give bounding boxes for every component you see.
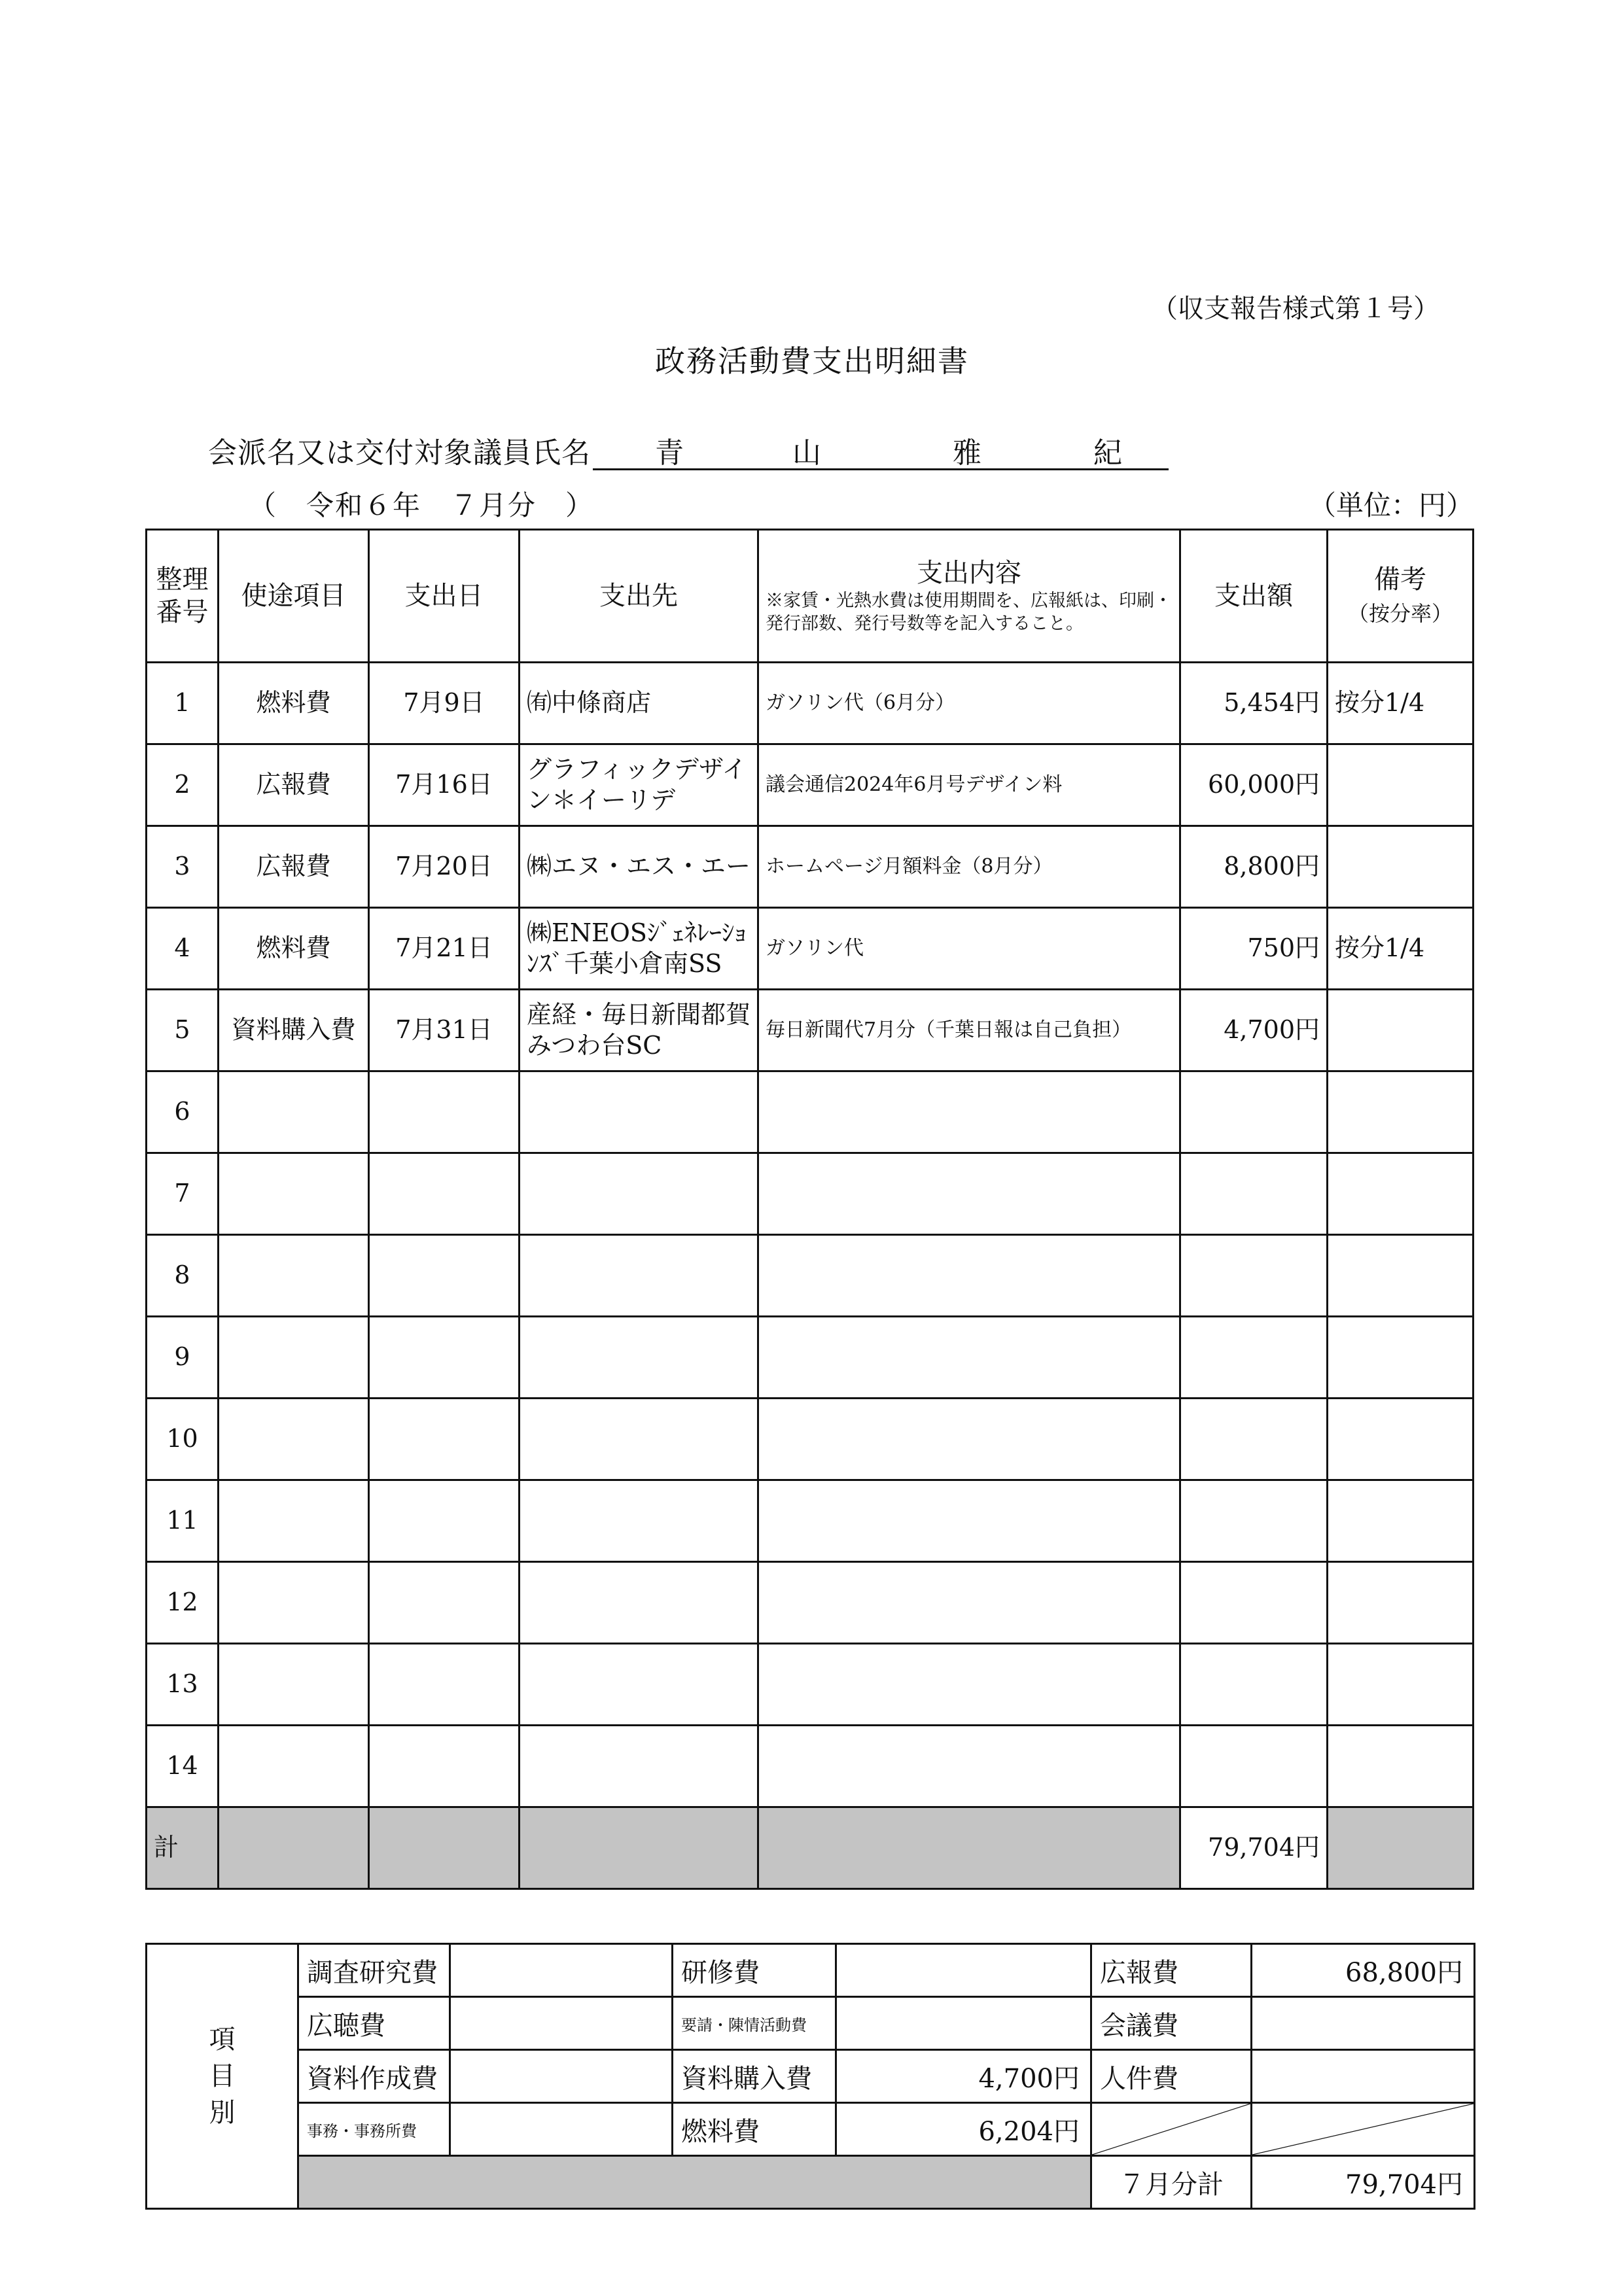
- member-name-char: 山: [792, 436, 821, 470]
- form-number: （収支報告様式第１号）: [1152, 294, 1439, 324]
- row-number: 13: [147, 1644, 219, 1726]
- row-date: [369, 1726, 520, 1807]
- row-date: 7月20日: [369, 826, 520, 908]
- row-date: [369, 1644, 520, 1726]
- summary-office-amount: [450, 2103, 673, 2156]
- row-date: [369, 1562, 520, 1644]
- total-blank: [369, 1807, 520, 1889]
- row-number: 6: [147, 1071, 219, 1153]
- row-category: 燃料費: [219, 908, 369, 990]
- table-row: [147, 663, 1474, 744]
- row-amount: [1180, 1235, 1328, 1317]
- member-label: 会派名又は交付対象議員氏名: [208, 436, 591, 470]
- header-amount: 支出額: [1180, 530, 1328, 663]
- row-amount: [1180, 1726, 1328, 1807]
- summary-fuel-amount: 6,204円: [836, 2103, 1091, 2156]
- table-row: [147, 744, 1474, 826]
- member-name-char: 雅: [953, 436, 981, 470]
- summary-petition-label: 要請・陳情活動費: [673, 1997, 836, 2050]
- category-summary-table: [145, 1943, 1475, 2210]
- row-content: [758, 1562, 1180, 1644]
- row-payee: [520, 1071, 758, 1153]
- row-remarks: [1328, 1317, 1474, 1399]
- row-number: 11: [147, 1480, 219, 1562]
- row-remarks: [1328, 990, 1474, 1071]
- table-row: [147, 1235, 1474, 1317]
- row-number: 1: [147, 663, 219, 744]
- row-number: 14: [147, 1726, 219, 1807]
- row-payee: [520, 1153, 758, 1235]
- summary-side-label: 項 目 別: [147, 1944, 298, 2209]
- summary-petition-amount: [836, 1997, 1091, 2050]
- unit-label: （単位：円）: [1309, 489, 1474, 521]
- summary-gray-area: [298, 2156, 1091, 2209]
- row-payee: 産経・毎日新聞都賀みつわ台SC: [520, 990, 758, 1071]
- document-title: 政務活動費支出明細書: [655, 343, 969, 379]
- summary-hearing-amount: [450, 1997, 673, 2050]
- row-remarks: [1328, 1399, 1474, 1480]
- total-blank: [758, 1807, 1180, 1889]
- summary-research-amount: [450, 1944, 673, 1997]
- header-remarks-title: 備考: [1374, 565, 1426, 595]
- summary-personnel-label: 人件費: [1091, 2050, 1252, 2103]
- row-remarks: 按分1/4: [1328, 663, 1474, 744]
- row-number: 7: [147, 1153, 219, 1235]
- header-remarks-sub: （按分率）: [1347, 601, 1453, 626]
- row-category: 広報費: [219, 744, 369, 826]
- summary-diagonal-cell: [1252, 2103, 1475, 2156]
- header-no: 整理 番号: [147, 530, 219, 663]
- header-category: 使途項目: [219, 530, 369, 663]
- row-category: [219, 1644, 369, 1726]
- summary-materials-making-label: 資料作成費: [298, 2050, 450, 2103]
- row-category: [219, 1399, 369, 1480]
- row-remarks: [1328, 1726, 1474, 1807]
- summary-training-label: 研修費: [673, 1944, 836, 1997]
- report-period: （ 令和６年 ７月分 ）: [249, 489, 595, 521]
- summary-month-total-amount: 79,704円: [1252, 2156, 1475, 2209]
- row-content: [758, 1153, 1180, 1235]
- row-payee: [520, 1644, 758, 1726]
- summary-materials-making-amount: [450, 2050, 673, 2103]
- row-remarks: [1328, 1153, 1474, 1235]
- row-content: [758, 1235, 1180, 1317]
- row-amount: 4,700円: [1180, 990, 1328, 1071]
- row-content: [758, 1071, 1180, 1153]
- row-content: 議会通信2024年6月号デザイン料: [758, 744, 1180, 826]
- member-name-char: 青: [655, 436, 684, 470]
- row-remarks: [1328, 1480, 1474, 1562]
- row-category: 燃料費: [219, 663, 369, 744]
- member-name-char: 紀: [1093, 436, 1122, 470]
- table-row: [147, 990, 1474, 1071]
- row-number: 10: [147, 1399, 219, 1480]
- row-number: 2: [147, 744, 219, 826]
- row-number: 4: [147, 908, 219, 990]
- row-amount: [1180, 1071, 1328, 1153]
- summary-fuel-label: 燃料費: [673, 2103, 836, 2156]
- table-row: [147, 1480, 1474, 1562]
- row-amount: 5,454円: [1180, 663, 1328, 744]
- expense-detail-table: [145, 529, 1474, 1890]
- row-category: [219, 1317, 369, 1399]
- total-blank: [520, 1807, 758, 1889]
- table-row: [147, 1153, 1474, 1235]
- row-remarks: [1328, 744, 1474, 826]
- row-amount: [1180, 1317, 1328, 1399]
- row-remarks: [1328, 1562, 1474, 1644]
- row-number: 8: [147, 1235, 219, 1317]
- summary-hearing-label: 広聴費: [298, 1997, 450, 2050]
- table-row: [147, 908, 1474, 990]
- table-row: [147, 1726, 1474, 1807]
- row-category: 資料購入費: [219, 990, 369, 1071]
- row-payee: [520, 1480, 758, 1562]
- row-category: [219, 1562, 369, 1644]
- row-remarks: [1328, 1644, 1474, 1726]
- row-date: [369, 1480, 520, 1562]
- row-number: 3: [147, 826, 219, 908]
- row-content: [758, 1644, 1180, 1726]
- row-remarks: [1328, 1235, 1474, 1317]
- summary-meeting-label: 会議費: [1091, 1997, 1252, 2050]
- header-content: [758, 530, 1180, 663]
- total-label: 計: [147, 1807, 219, 1889]
- row-payee: [520, 1399, 758, 1480]
- row-category: [219, 1235, 369, 1317]
- row-amount: [1180, 1644, 1328, 1726]
- header-content-note: ※家賃・光熱水費は使用期間を、広報紙は、印刷・発行部数、発行号数等を記入すること。: [766, 590, 1172, 634]
- row-content: 毎日新聞代7月分（千葉日報は自己負担）: [758, 990, 1180, 1071]
- header-content-title: 支出内容: [917, 557, 1021, 588]
- row-date: 7月21日: [369, 908, 520, 990]
- row-date: [369, 1071, 520, 1153]
- row-content: [758, 1399, 1180, 1480]
- row-date: [369, 1317, 520, 1399]
- table-row: [147, 1317, 1474, 1399]
- table-row: [147, 826, 1474, 908]
- summary-materials-purchase-label: 資料購入費: [673, 2050, 836, 2103]
- row-number: 9: [147, 1317, 219, 1399]
- table-row: [147, 1644, 1474, 1726]
- row-category: [219, 1071, 369, 1153]
- summary-meeting-amount: [1252, 1997, 1475, 2050]
- row-amount: 750円: [1180, 908, 1328, 990]
- row-payee: グラフィックデザイン＊イーリデ: [520, 744, 758, 826]
- summary-diagonal-cell: [1091, 2103, 1252, 2156]
- row-amount: [1180, 1480, 1328, 1562]
- total-blank: [1328, 1807, 1474, 1889]
- summary-publicity-label: 広報費: [1091, 1944, 1252, 1997]
- row-number: 12: [147, 1562, 219, 1644]
- row-date: 7月16日: [369, 744, 520, 826]
- summary-training-amount: [836, 1944, 1091, 1997]
- row-amount: 60,000円: [1180, 744, 1328, 826]
- row-category: [219, 1153, 369, 1235]
- row-payee: [520, 1726, 758, 1807]
- row-date: [369, 1153, 520, 1235]
- row-date: 7月9日: [369, 663, 520, 744]
- row-payee: ㈲中條商店: [520, 663, 758, 744]
- row-remarks: [1328, 826, 1474, 908]
- row-payee: [520, 1235, 758, 1317]
- row-amount: 8,800円: [1180, 826, 1328, 908]
- summary-materials-purchase-amount: 4,700円: [836, 2050, 1091, 2103]
- total-row: [147, 1807, 1474, 1889]
- summary-publicity-amount: 68,800円: [1252, 1944, 1475, 1997]
- row-payee: ㈱エヌ・エス・エー: [520, 826, 758, 908]
- row-payee: [520, 1317, 758, 1399]
- total-blank: [219, 1807, 369, 1889]
- summary-office-label: 事務・事務所費: [298, 2103, 450, 2156]
- header-date: 支出日: [369, 530, 520, 663]
- row-amount: [1180, 1153, 1328, 1235]
- row-payee: ㈱ENEOSｼﾞｪﾈﾚｰｼｮﾝｽﾞ千葉小倉南SS: [520, 908, 758, 990]
- diagonal-line-icon: [1092, 2104, 1250, 2155]
- member-name: [593, 429, 1169, 470]
- diagonal-line-icon: [1252, 2104, 1474, 2155]
- row-number: 5: [147, 990, 219, 1071]
- row-amount: [1180, 1562, 1328, 1644]
- row-content: ガソリン代（6月分）: [758, 663, 1180, 744]
- summary-research-label: 調査研究費: [298, 1944, 450, 1997]
- row-category: 広報費: [219, 826, 369, 908]
- row-date: [369, 1235, 520, 1317]
- summary-personnel-amount: [1252, 2050, 1475, 2103]
- row-payee: [520, 1562, 758, 1644]
- row-date: [369, 1399, 520, 1480]
- row-date: 7月31日: [369, 990, 520, 1071]
- summary-month-total-label: ７月分計: [1091, 2156, 1252, 2209]
- header-remarks: [1328, 530, 1474, 663]
- row-category: [219, 1480, 369, 1562]
- row-remarks: [1328, 1071, 1474, 1153]
- row-content: [758, 1480, 1180, 1562]
- row-amount: [1180, 1399, 1328, 1480]
- table-row: [147, 1399, 1474, 1480]
- header-payee: 支出先: [520, 530, 758, 663]
- row-content: ガソリン代: [758, 908, 1180, 990]
- row-content: ホームページ月額料金（8月分）: [758, 826, 1180, 908]
- table-row: [147, 1071, 1474, 1153]
- row-remarks: 按分1/4: [1328, 908, 1474, 990]
- total-amount: 79,704円: [1180, 1807, 1328, 1889]
- row-content: [758, 1317, 1180, 1399]
- table-row: [147, 1562, 1474, 1644]
- row-content: [758, 1726, 1180, 1807]
- row-category: [219, 1726, 369, 1807]
